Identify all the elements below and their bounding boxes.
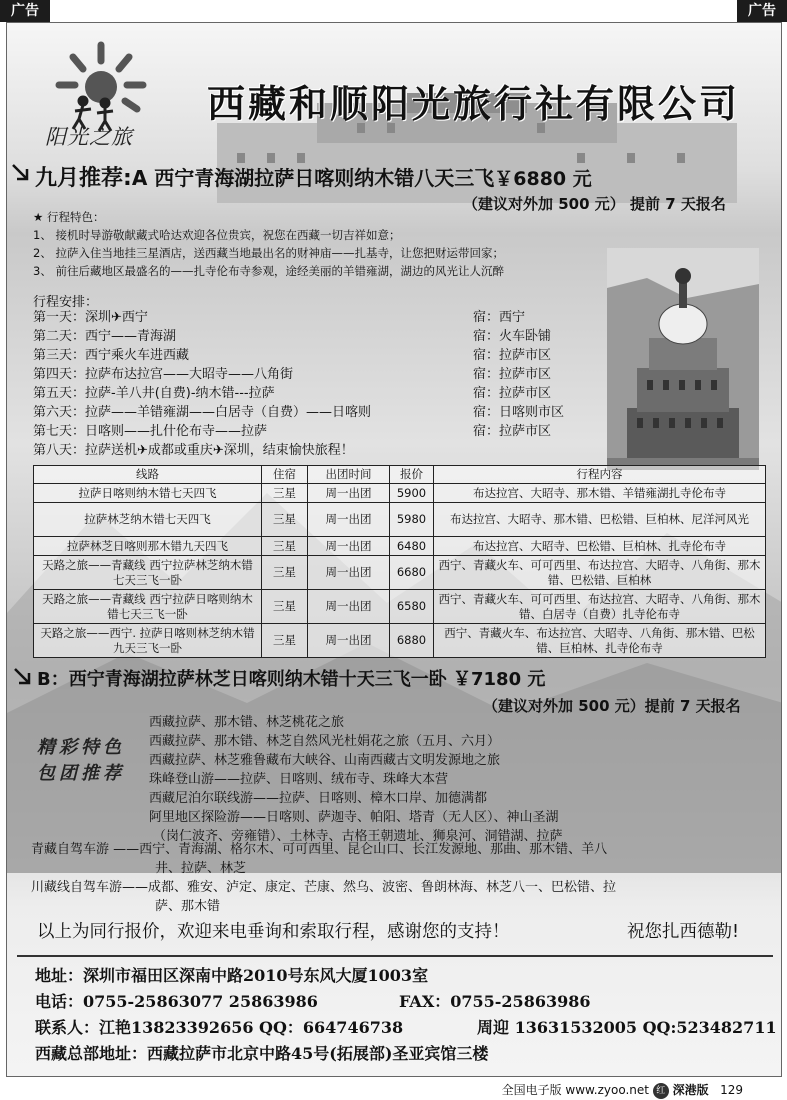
phone-line [35, 989, 591, 1015]
self-drive-item: 青藏自驾车游 ——西宁、青海湖、格尔木、可可西里、昆仑山口、长江发源地、那曲、那木错、羊八 [31, 842, 608, 857]
table-row [34, 624, 766, 658]
arrow-down-right-icon [11, 163, 31, 183]
hotel-cell: 三星 [262, 484, 308, 503]
column-header: 线路 [34, 466, 262, 484]
section-b-title [37, 665, 545, 691]
fax-text: FAX：0755-25863986 [399, 992, 591, 1011]
section-a-route: A 西宁青海湖拉萨日喀则纳木错八天三飞 [131, 166, 495, 190]
itinerary-head: 行程安排： [33, 295, 99, 310]
page-footer [502, 1081, 743, 1099]
column-header: 报价 [390, 466, 434, 484]
day-text: 第五天：拉萨-羊八井(自费)-纳木错---拉萨 [33, 386, 275, 401]
itinerary-day [33, 403, 613, 422]
hq-address-line: 西藏总部地址：西藏拉萨市北京中路45号(拓展部)圣亚宾馆三楼 [35, 1044, 489, 1063]
contact-2: 周迎 13631532005 QQ:523482711 [477, 1018, 777, 1037]
feature-item: 3、 前往后藏地区最盛名的——扎寺伦布寺参观，途经美丽的羊错雍湖，湖边的风光让人沉醉 [33, 264, 504, 278]
stay-text: 宿：拉萨市区 [473, 348, 552, 363]
content-cell: 西宁、青藏火车、布达拉宫、大昭寺、八角街、那木错、巴松错、巨柏林、扎寺伦布寺 [434, 624, 766, 658]
footer-label: 全国电子版 www.zyoo.net [501, 1083, 649, 1097]
special-label: 包团推荐 [37, 763, 125, 784]
arrow-down-right-icon [13, 667, 33, 687]
stay-text: 宿：日喀则市区 [473, 405, 565, 420]
price-cell: 5900 [390, 484, 434, 503]
contact-1: 联系人：江艳13823392656 QQ：664746738 [35, 1018, 404, 1037]
ad-tag-right: 广告 [737, 0, 787, 22]
section-a-price: ￥6880 元 [494, 168, 592, 190]
logo-text: 阳光之旅 [45, 125, 133, 149]
price-cell: 6480 [390, 537, 434, 556]
departure-cell: 周一出团 [308, 484, 390, 503]
self-drive-item: 川藏线自驾车游——成都、雅安、泸定、康定、芒康、然乌、波密、鲁朗林海、林芝八一、巴松错、拉 [31, 880, 617, 895]
section-a-note: （建议对外加 500 元） 提前 7 天报名 [463, 195, 726, 213]
package-item: 西藏拉萨、那木错、林芝自然风光杜娟花之旅（五月、六月） [149, 734, 501, 749]
column-header: 行程内容 [434, 466, 766, 484]
departure-cell: 周一出团 [308, 556, 390, 590]
content-cell: 西宁、青藏火车、可可西里、布达拉宫、大昭寺、八角街、那木错、巴松错、巨柏林 [434, 556, 766, 590]
self-drive-list [31, 840, 771, 916]
table-row [34, 503, 766, 537]
self-drive-item-cont: 井、拉萨、林芝 [155, 861, 247, 876]
price-cell: 6880 [390, 624, 434, 658]
company-name: 西藏和顺阳光旅行社有限公司 [207, 82, 741, 126]
departure-cell: 周一出团 [308, 624, 390, 658]
route-cell: 天路之旅——西宁. 拉萨日喀则林芝纳木错九天三飞一卧 [34, 624, 262, 658]
feature-item: 1、 接机时导游敬献藏式哈达欢迎各位贵宾，祝您在西藏一切吉祥如意； [33, 228, 401, 242]
thanks-text: 以上为同行报价，欢迎来电垂询和索取行程，感谢您的支持！ [37, 922, 510, 942]
stay-text: 宿：火车卧铺 [473, 329, 552, 344]
hotel-cell: 三星 [262, 503, 308, 537]
day-text: 第一天：深圳✈西宁 [33, 310, 148, 325]
itinerary-day [33, 384, 613, 403]
content-cell: 西宁、青藏火车、可可西里、布达拉宫、大昭寺、八角街、那木错、白居寺（自费）扎寺伦布寺 [434, 590, 766, 624]
itinerary-day [33, 441, 613, 460]
section-b-note: （建议对外加 500 元）提前 7 天报名 [483, 697, 741, 715]
price-cell: 6580 [390, 590, 434, 624]
column-header: 住宿 [262, 466, 308, 484]
departure-cell: 周一出团 [308, 537, 390, 556]
wish-text: 祝您扎西德勒! [627, 922, 740, 942]
page-number: 129 [720, 1083, 743, 1097]
day-text: 第三天：西宁乘火车进西藏 [33, 348, 190, 363]
route-cell: 拉萨林芝纳木错七天四飞 [34, 503, 262, 537]
special-labels [37, 735, 125, 787]
address-line: 地址：深圳市福田区深南中路2010号东风大厦1003室 [35, 966, 429, 985]
stay-text: 宿：拉萨市区 [473, 386, 552, 401]
package-item: 西藏拉萨、那木错、林芝桃花之旅 [149, 715, 345, 730]
day-text: 第七天：日喀则——扎什伦布寺——拉萨 [33, 424, 268, 439]
price-cell: 5980 [390, 503, 434, 537]
departure-cell: 周一出团 [308, 590, 390, 624]
column-header: 出团时间 [308, 466, 390, 484]
route-cell: 天路之旅——青藏线 西宁拉萨日喀则纳木错七天三飞一卧 [34, 590, 262, 624]
section-a-title [35, 161, 592, 192]
phone-text: 电话：0755-25863077 25863986 [35, 992, 318, 1011]
ad-tag-left: 广告 [0, 0, 50, 22]
section-b-route: B：西宁青海湖拉萨林芝日喀则纳木错十天三飞一卧 [37, 669, 447, 690]
routes-table [33, 465, 766, 658]
hotel-cell: 三星 [262, 537, 308, 556]
content-cell: 布达拉宫、大昭寺、巴松错、巨柏林、扎寺伦布寺 [434, 537, 766, 556]
features-list [33, 208, 504, 280]
content-cell: 布达拉宫、大昭寺、那木错、羊错雍湖扎寺伦布寺 [434, 484, 766, 503]
itinerary-day [33, 422, 613, 441]
special-label: 精彩特色 [37, 737, 125, 758]
itinerary-day [33, 365, 613, 384]
section-a-prefix: 九月推荐: [35, 166, 132, 191]
footer-badge-icon: 红 [653, 1083, 669, 1099]
price-cell: 6680 [390, 556, 434, 590]
features-head: ★ 行程特色： [33, 210, 105, 224]
hotel-cell: 三星 [262, 590, 308, 624]
contact-block [35, 963, 777, 1067]
thanks-line [37, 918, 740, 943]
itinerary-day [33, 346, 613, 365]
day-text: 第四天：拉萨布达拉宫——大昭寺——八角街 [33, 367, 294, 382]
self-drive-item-cont: 萨、那木错 [155, 899, 221, 914]
package-item: 西藏尼泊尔联线游——拉萨、日喀则、樟木口岸、加德满都 [149, 791, 488, 806]
content-cell: 布达拉宫、大昭寺、那木错、巴松错、巨柏林、尼洋河风光 [434, 503, 766, 537]
table-row [34, 484, 766, 503]
footer-edition: 深港版 [672, 1083, 709, 1097]
route-cell: 拉萨林芝日喀则那木错九天四飞 [34, 537, 262, 556]
section-b-price: ￥7180 元 [453, 669, 546, 690]
departure-cell: 周一出团 [308, 503, 390, 537]
hotel-cell: 三星 [262, 556, 308, 590]
package-list [149, 713, 563, 846]
package-item: 珠峰登山游——拉萨、日喀则、绒布寺、珠峰大本营 [149, 772, 449, 787]
table-header-row [34, 466, 766, 484]
hotel-cell: 三星 [262, 624, 308, 658]
ad-frame [6, 22, 782, 1077]
table-row [34, 537, 766, 556]
day-text: 第六天：拉萨——羊错雍湖——白居寺（自费）——日喀则 [33, 405, 372, 420]
package-item: 阿里地区探险游——日喀则、萨迦寺、帕阳、塔青（无人区）、神山圣湖 [149, 810, 559, 825]
stupa-photo [607, 248, 759, 470]
divider [17, 955, 773, 957]
itinerary-day [33, 308, 613, 327]
itinerary-day [33, 327, 613, 346]
route-cell: 拉萨日喀则纳木错七天四飞 [34, 484, 262, 503]
contact-person-line [35, 1015, 777, 1041]
day-text: 第二天：西宁——青海湖 [33, 329, 177, 344]
package-item: 西藏拉萨、林芝雅鲁藏布大峡谷、山南西藏古文明发源地之旅 [149, 753, 501, 768]
package-item: （岗仁波齐、旁雍错）、土林寺、古格王朝遗址、狮泉河、洞错湖、拉萨 [153, 829, 563, 844]
feature-item: 2、 拉萨入住当地挂三星酒店，送西藏当地最出名的财神庙——扎基寺，让您把财运带回家； [33, 246, 504, 260]
stay-text: 宿：拉萨市区 [473, 424, 552, 439]
table-row [34, 556, 766, 590]
table-row [34, 590, 766, 624]
day-text: 第八天：拉萨送机✈成都或重庆✈深圳，结束愉快旅程！ [33, 443, 354, 458]
stay-text: 宿：西宁 [473, 310, 526, 325]
route-cell: 天路之旅——青藏线 西宁拉萨林芝纳木错七天三飞一卧 [34, 556, 262, 590]
stay-text: 宿：拉萨市区 [473, 367, 552, 382]
itinerary-list [33, 308, 613, 460]
